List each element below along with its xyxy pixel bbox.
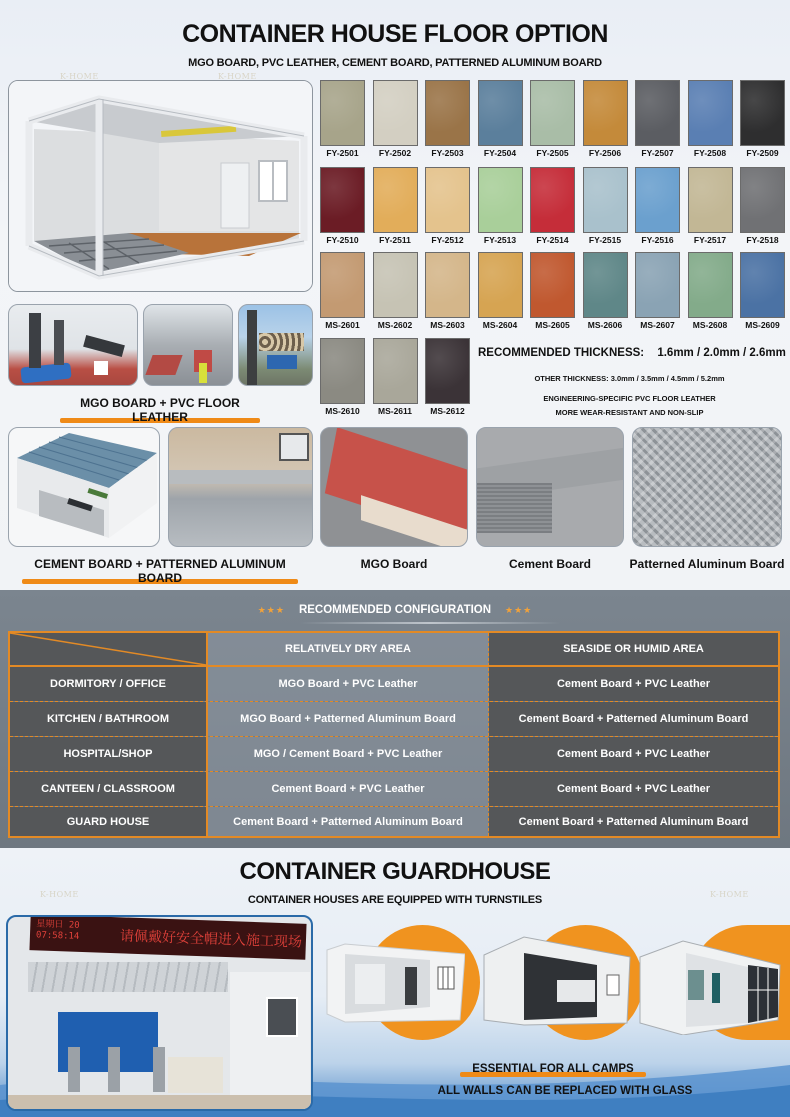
container-unit-illustration — [325, 942, 465, 1024]
row-humid-value: Cement Board + PVC Leather — [489, 737, 778, 771]
floor-swatch-ms-2607 — [635, 252, 680, 318]
page-subtitle: MGO BOARD, PVC LEATHER, CEMENT BOARD, PATTERNED ALUMINUM BOARD — [188, 57, 602, 69]
floor-swatch-ms-2612 — [425, 338, 470, 404]
guardhouse-subtitle: CONTAINER HOUSES ARE EQUIPPED WITH TURNSTILES — [247, 894, 543, 906]
swatch-code-label: MS-2609 — [745, 320, 780, 330]
swatch-code-label: FY-2516 — [641, 235, 674, 245]
swatch-code-label: MS-2603 — [430, 320, 465, 330]
floor-swatch-fy-2509 — [740, 80, 785, 146]
floor-swatch-fy-2507 — [635, 80, 680, 146]
row-humid-value: Cement Board + Patterned Aluminum Board — [489, 807, 778, 836]
floor-swatch-fy-2501 — [320, 80, 365, 146]
watermark: K-HOME — [40, 890, 79, 899]
swatch-code-label: MS-2601 — [325, 320, 360, 330]
window — [279, 433, 309, 461]
row-dry-value: Cement Board + PVC Leather — [208, 772, 488, 806]
watermark: K-HOME — [710, 890, 749, 899]
container-unit-with-door — [325, 942, 465, 1024]
led-message: 请佩戴好安全帽进入施工现场 — [119, 928, 303, 951]
engineering-note: ENGINEERING-SPECIFIC PVC FLOOR LEATHER — [543, 394, 716, 403]
blue-fence — [267, 355, 297, 369]
turnstile — [68, 1047, 80, 1092]
cement-alu-container-render — [8, 427, 160, 547]
container-unit-glass-wall — [638, 935, 786, 1035]
floor-swatch-fy-2515 — [583, 167, 628, 233]
container-roof-illustration — [9, 428, 160, 547]
caption-cement-board: Cement Board — [508, 557, 591, 571]
mgo-board-photo — [320, 427, 468, 547]
swatch-code-label: FY-2509 — [746, 148, 779, 158]
swatch-code-label: FY-2510 — [326, 235, 359, 245]
floor-swatch-ms-2601 — [320, 252, 365, 318]
red-floor-panel — [145, 355, 182, 375]
watermark: K-HOME — [218, 72, 257, 81]
configuration-table — [8, 631, 780, 838]
row-dry-value: Cement Board + Patterned Aluminum Board — [208, 807, 488, 836]
page-title: CONTAINER HOUSE FLOOR OPTION — [182, 20, 608, 48]
row-area-label: KITCHEN / BATHROOM — [10, 702, 206, 736]
floor-swatch-ms-2605 — [530, 252, 575, 318]
bucket — [94, 361, 108, 375]
recommended-thickness-value: 1.6mm / 2.0mm / 2.6mm — [657, 347, 786, 359]
turnstile — [108, 1047, 120, 1092]
swatch-code-label: FY-2502 — [378, 148, 412, 158]
guardhouse-title: CONTAINER GUARDHOUSE — [239, 858, 551, 885]
workers-laying-pvc-photo — [8, 304, 138, 386]
title-underline — [300, 622, 560, 624]
container-unit-open-front — [482, 935, 632, 1027]
column-divider — [488, 633, 489, 836]
board-stack-side — [477, 483, 552, 533]
kitchen-aluminum-floor-photo — [168, 427, 313, 547]
steel-counter — [169, 470, 313, 484]
worker-figure — [54, 320, 64, 365]
floor-swatch-ms-2602 — [373, 252, 418, 318]
container-unit-illustration — [482, 935, 632, 1027]
caption-cement-alu: CEMENT BOARD + PATTERNED ALUMINUM BOARD — [22, 557, 298, 585]
table-corner-cell — [10, 633, 206, 665]
turnstile — [153, 1047, 165, 1092]
row-dry-value: MGO Board + PVC Leather — [208, 667, 488, 701]
floor-swatch-fy-2513 — [478, 167, 523, 233]
led-time: 07:58:14 — [35, 930, 80, 942]
ground — [8, 1095, 313, 1111]
container-frame-illustration — [9, 81, 313, 292]
caption-mgo-board: MGO Board — [360, 557, 428, 571]
row-area-label: GUARD HOUSE — [10, 807, 206, 836]
swatch-code-label: FY-2508 — [693, 148, 727, 158]
swatch-code-label: FY-2507 — [641, 148, 674, 158]
swatch-code-label: FY-2512 — [431, 235, 464, 245]
led-sign — [29, 915, 306, 960]
floor-swatch-ms-2608 — [688, 252, 733, 318]
swatch-code-label: MS-2607 — [640, 320, 675, 330]
floor-swatch-ms-2604 — [478, 252, 523, 318]
pipes — [259, 333, 304, 351]
swatch-code-label: MS-2610 — [325, 406, 360, 416]
recommended-thickness-label: RECOMMENDED THICKNESS: — [478, 347, 645, 359]
row-dry-value: MGO / Cement Board + PVC Leather — [208, 737, 488, 771]
swatch-code-label: FY-2501 — [326, 148, 359, 158]
swatch-code-label: FY-2506 — [588, 148, 622, 158]
row-area-label: DORMITORY / OFFICE — [10, 667, 206, 701]
cement-board-photo — [476, 427, 624, 547]
worker-figure — [199, 363, 207, 383]
window — [266, 997, 298, 1037]
swatch-code-label: MS-2608 — [692, 320, 728, 330]
worker-figure — [29, 313, 41, 368]
container-frame-photo — [8, 80, 313, 292]
recommended-thickness — [478, 347, 786, 359]
swatch-code-label: FY-2515 — [588, 235, 622, 245]
stars-icon: ★★★ — [505, 605, 533, 615]
swatch-code-label: MS-2612 — [430, 406, 465, 416]
floor-swatch-ms-2611 — [373, 338, 418, 404]
config-title — [0, 604, 790, 616]
column-divider — [206, 633, 208, 836]
other-thickness: OTHER THICKNESS: 3.0mm / 3.5mm / 4.5mm / 5.2mm — [534, 374, 725, 383]
floor-swatch-fy-2505 — [530, 80, 575, 146]
row-humid-value: Cement Board + PVC Leather — [489, 772, 778, 806]
swatch-code-label: FY-2504 — [483, 148, 517, 158]
wear-resistant-note: MORE WEAR-RESISTANT AND NON-SLIP — [555, 408, 704, 417]
tread-pattern — [633, 428, 782, 547]
swatch-code-label: FY-2505 — [536, 148, 569, 158]
floor-swatch-fy-2516 — [635, 167, 680, 233]
swatch-code-label: MS-2605 — [535, 320, 570, 330]
pvc-roll — [20, 362, 71, 383]
swatch-code-label: FY-2518 — [746, 235, 779, 245]
floor-swatch-ms-2609 — [740, 252, 785, 318]
led-date: 星期日 20 — [36, 919, 80, 931]
swatch-code-label: MS-2604 — [482, 320, 518, 330]
floor-swatch-fy-2502 — [373, 80, 418, 146]
header-dry-area: RELATIVELY DRY AREA — [208, 633, 488, 665]
guard-desk — [168, 1057, 223, 1093]
floor-swatch-fy-2506 — [583, 80, 628, 146]
swatch-code-label: FY-2513 — [483, 235, 517, 245]
patterned-aluminum-photo — [632, 427, 782, 547]
floor-swatch-fy-2508 — [688, 80, 733, 146]
swatch-code-label: MS-2611 — [377, 406, 413, 416]
pipe-stack-photo — [238, 304, 313, 386]
container-unit-illustration — [638, 935, 786, 1035]
watermark: K-HOME — [60, 72, 99, 81]
floor-swatch-fy-2504 — [478, 80, 523, 146]
swatch-code-label: FY-2517 — [693, 235, 727, 245]
floor-swatch-fy-2511 — [373, 167, 418, 233]
floor-swatch-ms-2603 — [425, 252, 470, 318]
swatch-code-label: MS-2606 — [587, 320, 623, 330]
floor-swatch-fy-2510 — [320, 167, 365, 233]
worker-figure — [83, 335, 125, 357]
floor-swatch-ms-2606 — [583, 252, 628, 318]
floor-swatch-fy-2503 — [425, 80, 470, 146]
floor-swatch-fy-2518 — [740, 167, 785, 233]
workers-installing-frame-photo — [143, 304, 233, 386]
guardhouse-turnstile-photo — [6, 915, 313, 1111]
row-area-label: HOSPITAL/SHOP — [10, 737, 206, 771]
swatch-code-label: FY-2511 — [379, 235, 411, 245]
floor-swatch-fy-2512 — [425, 167, 470, 233]
caption-mgo-pvc: MGO BOARD + PVC FLOOR LEATHER — [60, 396, 260, 424]
stars-icon: ★★★ — [257, 605, 285, 615]
swatch-code-label: FY-2503 — [431, 148, 464, 158]
machine — [247, 310, 257, 385]
config-title-text: RECOMMENDED CONFIGURATION — [298, 604, 492, 616]
glass-walls-note: ALL WALLS CAN BE REPLACED WITH GLASS — [437, 1085, 693, 1097]
swatch-code-label: MS-2602 — [377, 320, 413, 330]
row-dry-value: MGO Board + Patterned Aluminum Board — [208, 702, 488, 736]
row-humid-value: Cement Board + PVC Leather — [489, 667, 778, 701]
floor-swatch-ms-2610 — [320, 338, 365, 404]
recommended-configuration-panel — [0, 590, 790, 848]
swatch-code-label: FY-2514 — [536, 235, 569, 245]
caption-patterned-aluminum: Patterned Aluminum Board — [629, 557, 785, 571]
row-humid-value: Cement Board + Patterned Aluminum Board — [489, 702, 778, 736]
canopy-ceiling — [28, 962, 228, 992]
essential-banner: ESSENTIAL FOR ALL CAMPS — [460, 1063, 646, 1075]
diagonal-divider — [10, 633, 206, 665]
row-area-label: CANTEEN / CLASSROOM — [10, 772, 206, 806]
floor-swatch-fy-2514 — [530, 167, 575, 233]
header-humid-area: SEASIDE OR HUMID AREA — [489, 633, 778, 665]
floor-swatch-fy-2517 — [688, 167, 733, 233]
